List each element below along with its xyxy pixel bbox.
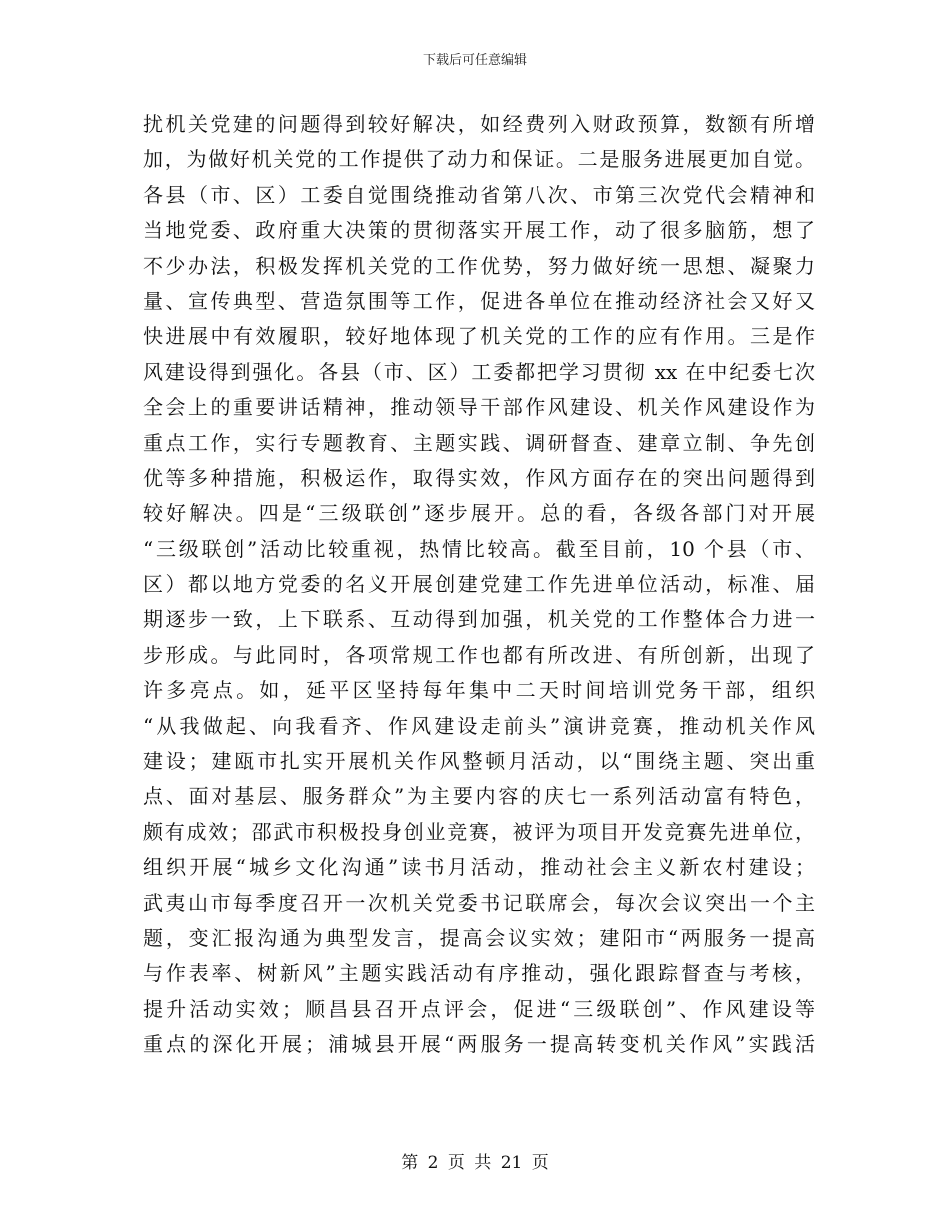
- text-line: “三级联创”活动比较重视，热情比较高。截至目前，10 个县（市、: [143, 536, 815, 561]
- text-line: 优等多种措施，积极运作，取得实效，作风方面存在的突出问题得到: [143, 465, 815, 490]
- text-line: 题，变汇报沟通为典型发言，提高会议实效；建阳市“两服务一提高: [143, 925, 815, 950]
- text-line: 各县（市、区）工委自觉围绕推动省第八次、市第三次党代会精神和: [143, 182, 815, 207]
- text-line: 扰机关党建的问题得到较好解决，如经费列入财政预算，数额有所增: [143, 112, 815, 136]
- text-line: 提升活动实效；顺昌县召开点评会，促进“三级联创”、作风建设等: [143, 996, 815, 1021]
- text-line: 量、宣传典型、营造氛围等工作，促进各单位在推动经济社会又好又: [143, 288, 815, 313]
- text-line: 颇有成效；邵武市积极投身创业竞赛，被评为项目开发竞赛先进单位，: [143, 819, 815, 844]
- text-line: 不少办法，积极发挥机关党的工作优势，努力做好统一思想、凝聚力: [143, 253, 815, 278]
- text-line: 步形成。与此同时，各项常规工作也都有所改进、有所创新，出现了: [143, 642, 815, 667]
- page-header: 下载后可任意编辑: [422, 53, 527, 68]
- text-line: 与作表率、树新风”主题实践活动有序推动，强化跟踪督查与考核，: [143, 961, 815, 986]
- text-line: 重点的深化开展；浦城县开展“两服务一提高转变机关作风”实践活: [143, 1032, 815, 1057]
- text-line: 重点工作，实行专题教育、主题实践、调研督查、建章立制、争先创: [143, 430, 815, 455]
- text-line: 快进展中有效履职，较好地体现了机关党的工作的应有作用。三是作: [143, 324, 815, 349]
- text-line: 区）都以地方党委的名义开展创建党建工作先进单位活动，标准、届: [143, 572, 815, 597]
- text-line: 武夷山市每季度召开一次机关党委书记联席会，每次会议突出一个主: [143, 890, 815, 915]
- text-line: 组织开展“城乡文化沟通”读书月活动，推动社会主义新农村建设；: [143, 855, 815, 880]
- text-line: 风建设得到强化。各县（市、区）工委都把学习贯彻 xx 在中纪委七次: [143, 359, 815, 384]
- text-line: 建设；建瓯市扎实开展机关作风整顿月活动，以“围绕主题、突出重: [143, 749, 815, 774]
- text-line: 期逐步一致，上下联系、互动得到加强，机关党的工作整体合力进一: [143, 607, 815, 632]
- text-line: 加，为做好机关党的工作提供了动力和保证。二是服务进展更加自觉。: [143, 147, 815, 172]
- text-line: 许多亮点。如，延平区坚持每年集中二天时间培训党务干部，组织: [143, 678, 815, 703]
- text-line: 当地党委、政府重大决策的贯彻落实开展工作，动了很多脑筋，想了: [143, 218, 815, 243]
- text-line: 全会上的重要讲话精神，推动领导干部作风建设、机关作风建设作为: [143, 395, 815, 420]
- text-line: “从我做起、向我看齐、作风建设走前头”演讲竞赛，推动机关作风: [143, 713, 815, 738]
- page-number: 第 2 页 共 21 页: [401, 1153, 549, 1173]
- body-text: [143, 107, 815, 1063]
- text-line: 点、面对基层、服务群众”为主要内容的庆七一系列活动富有特色，: [143, 784, 815, 809]
- text-line: 较好解决。四是“三级联创”逐步展开。总的看，各级各部门对开展: [143, 501, 815, 526]
